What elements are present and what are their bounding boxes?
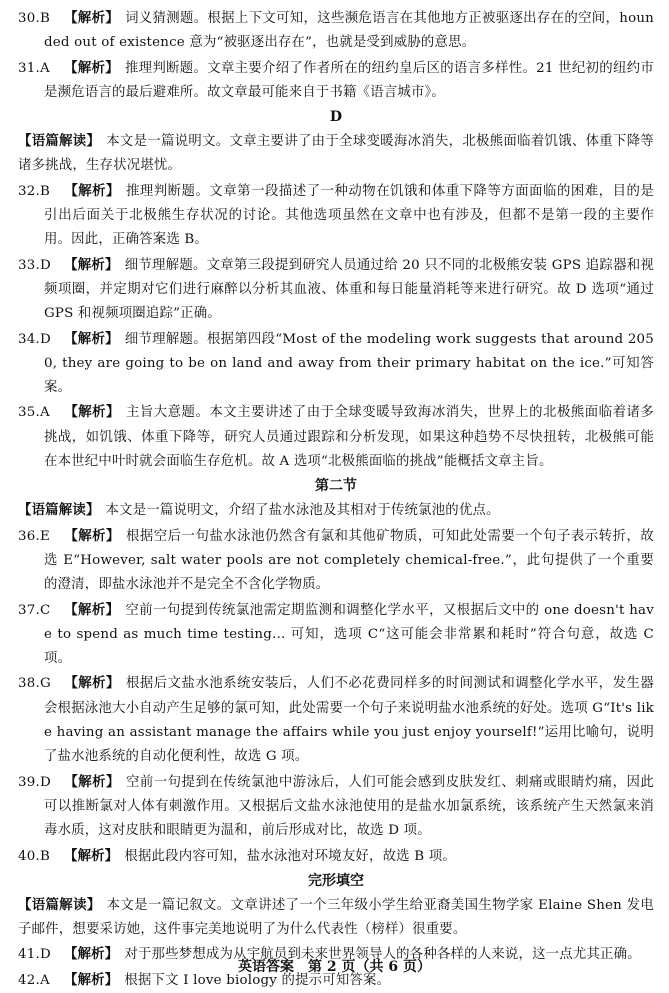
answer-item-38: 38.G 【解析】 根据后文盐水池系统安装后，人们不必花费同样多的时间测试和调整化学水平，发生器会根据泳池大小自动产生足够的氯可知，此处需要一个句子来说明盐水池系统的好处。选项 G“It's like having an assistant manage the affairs while you just enjoy yourself!”运用比喻句，说明了盐水池系统的自动化便利性，故选 G 项。 [18,675,654,765]
reading-summary-part2: 【语篇解读】 本文是一篇说明文，介绍了盐水泳池及其相对于传统氯池的优点。 [18,502,500,519]
section-heading-d: D [329,109,343,126]
answer-item-41: 41.D 【解析】 对于那些梦想成为从宇航员到未来世界领导人的各种各样的人来说，这一点尤其正确。 [18,946,641,963]
answer-content [18,6,654,993]
section-heading-cloze: 完形填空 [308,872,364,889]
answer-item-32: 32.B 【解析】 推理判断题。文章第一段描述了一种动物在饥饿和体重下降等方面面临的困难，目的是引出后面关于北极熊生存状况的讨论。其他选项虽然在文章中也有涉及，但都不是第一段的主要作用。因此，正确答案选 B。 [18,182,654,248]
answer-item-33: 33.D 【解析】 细节理解题。文章第三段提到研究人员通过给 20 只不同的北极熊安装 GPS 追踪器和视频项圈，并定期对它们进行麻醉以分析其血液、体重和每日能量消耗等来进行研究。故 D 选项“通过 GPS 和视频项圈追踪”正确。 [18,256,654,322]
answer-item-31: 31.A 【解析】 推理判断题。文章主要介绍了作者所在的纽约皇后区的语言多样性。21 世纪初的纽约市是濒危语言的最后避难所。故文章最可能来自于书籍《语言城市》。 [18,59,654,100]
section-heading-part2: 第二节 [315,478,357,495]
reading-summary-cloze: 【语篇解读】 本文是一篇记叙文。文章讲述了一个三年级小学生给亚裔美国生物学家 Elaine Shen 发电子邮件，想要采访她，这件事完美地说明了为什么代表性（榜样）很重要。 [18,896,654,938]
answer-item-30: 30.B 【解析】 词义猜测题。根据上下文可知，这些濒危语言在其他地方正被驱逐出存在的空间，hounded out of existence 意为“被驱逐出存在”，也就是受到威胁的意思。 [18,10,654,51]
answer-item-40: 40.B 【解析】 根据此段内容可知，盐水泳池对环境友好，故选 B 项。 [18,847,456,864]
answer-item-42: 42.A 【解析】 根据下文 I love biology 的提示可知答案。 [18,971,391,988]
answer-item-34: 34.D 【解析】 细节理解题。根据第四段“Most of the modeling work suggests that around 2050, they are going to be on land and away from their primary habitat on the ice.”可知答案。 [18,330,654,396]
answer-item-35: 35.A 【解析】 主旨大意题。本文主要讲述了由于全球变暖导致海冰消失，世界上的北极熊面临着诸多挑战，如饥饿、体重下降等，研究人员通过跟踪和分析发现，如果这种趋势不尽快扭转，北极熊可能在本世纪中叶时就会面临生存危机。故 A 选项“北极熊面临的挑战”能概括文章主旨。 [18,404,654,470]
answer-item-37: 37.C 【解析】 空前一句提到传统氯池需定期监测和调整化学水平，又根据后文中的 one doesn't have to spend as much time testing… 可知，选项 C“这可能会非常累和耗时”符合句意，故选 C 项。 [18,601,654,667]
answer-item-39: 39.D 【解析】 空前一句提到在传统氯池中游泳后，人们可能会感到皮肤发红、刺痛或眼睛灼痛，因此可以推断氯对人体有刺激作用。又根据后文盐水泳池使用的是盐水加氯系统，该系统产生天然氯来消毒水质，这对皮肤和眼睛更为温和，前后形成对比，故选 D 项。 [18,773,654,839]
reading-summary-d: 【语篇解读】 本文是一篇说明文。文章主要讲了由于全球变暖海冰消失，北极熊面临着饥饿、体重下降等诸多挑战，生存状况堪忧。 [18,133,654,174]
page-footer: 英语答案 第 2 页（共 6 页） [238,959,431,975]
answer-item-36: 36.E 【解析】 根据空后一句盐水泳池仍然含有氯和其他矿物质，可知此处需要一个句子表示转折，故选 E“However, salt water pools are not completely chemical-free.”，此句提供了一个重要的澄清，即盐水泳池并不是完全不含化学物质。 [18,527,654,593]
